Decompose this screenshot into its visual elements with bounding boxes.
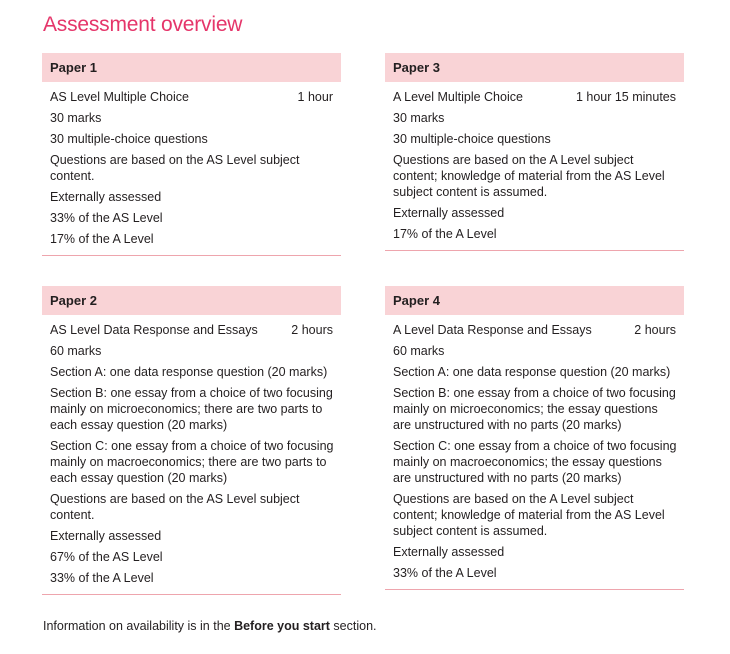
paper-detail: 30 multiple-choice questions	[50, 132, 208, 146]
paper-detail: 60 marks	[393, 344, 445, 358]
paper-name: A Level Data Response and Essays	[393, 323, 592, 337]
paper-duration: 1 hour 15 minutes	[575, 90, 676, 104]
paper-name-row	[393, 89, 676, 105]
paper-header: Paper 1	[42, 53, 341, 82]
paper-header: Paper 2	[42, 286, 341, 315]
paper-detail: 33% of the AS Level	[50, 211, 163, 225]
paper-name-row	[50, 322, 333, 338]
paper-4-box	[385, 286, 684, 590]
paper-name-row	[50, 89, 333, 105]
paper-3-box	[385, 53, 684, 251]
paper-detail: 17% of the A Level	[393, 227, 497, 241]
footer-section-name: Before you start	[234, 619, 330, 633]
paper-detail: Externally assessed	[50, 190, 162, 204]
paper-detail: Externally assessed	[393, 206, 505, 220]
paper-body	[42, 315, 341, 595]
paper-duration: 1 hour	[297, 90, 333, 104]
paper-detail: Externally assessed	[50, 529, 162, 543]
paper-detail: Section B: one essay from a choice of two focusing mainly on microeconomics; there are two parts to each essay question (20 marks)	[50, 386, 333, 432]
paper-1-box	[42, 53, 341, 256]
paper-header: Paper 4	[385, 286, 684, 315]
footer-text-end: section.	[329, 619, 377, 633]
paper-body	[42, 82, 341, 256]
paper-name: A Level Multiple Choice	[393, 90, 523, 104]
paper-detail: Section C: one essay from a choice of two focusing mainly on macroeconomics; the essay questions are unstructured with no parts (20 marks)	[393, 439, 677, 485]
page-title: Assessment overview	[43, 13, 243, 36]
paper-detail: Questions are based on the AS Level subject content.	[50, 153, 300, 183]
paper-duration: 2 hours	[634, 323, 676, 337]
paper-detail: 33% of the A Level	[50, 571, 154, 585]
footer-text: Information on availability is in the	[43, 619, 235, 633]
availability-note	[43, 619, 377, 633]
paper-detail: Section A: one data response question (20 marks)	[50, 365, 328, 379]
paper-detail: Questions are based on the A Level subject content; knowledge of material from the AS Level subject content is assumed.	[393, 492, 665, 538]
paper-detail: 33% of the A Level	[393, 566, 497, 580]
paper-detail: 67% of the AS Level	[50, 550, 163, 564]
paper-duration: 2 hours	[291, 323, 333, 337]
paper-name-row	[393, 322, 676, 338]
paper-detail: 30 marks	[393, 111, 445, 125]
paper-body	[385, 82, 684, 251]
paper-name: AS Level Multiple Choice	[50, 90, 189, 104]
paper-detail: Externally assessed	[393, 545, 505, 559]
paper-body	[385, 315, 684, 590]
paper-detail: Section B: one essay from a choice of two focusing mainly on microeconomics; the essay questions are unstructured with no parts (20 marks)	[393, 386, 676, 432]
paper-detail: Section C: one essay from a choice of two focusing mainly on macroeconomics; there are two parts to each essay question (20 marks)	[50, 439, 334, 485]
paper-2-box	[42, 286, 341, 595]
paper-detail: Questions are based on the A Level subject content; knowledge of material from the AS Level subject content is assumed.	[393, 153, 665, 199]
paper-detail: Section A: one data response question (20 marks)	[393, 365, 671, 379]
paper-detail: 30 multiple-choice questions	[393, 132, 551, 146]
paper-name: AS Level Data Response and Essays	[50, 323, 258, 337]
paper-detail: 60 marks	[50, 344, 102, 358]
paper-header: Paper 3	[385, 53, 684, 82]
paper-detail: Questions are based on the AS Level subject content.	[50, 492, 300, 522]
paper-detail: 17% of the A Level	[50, 232, 154, 246]
paper-detail: 30 marks	[50, 111, 102, 125]
